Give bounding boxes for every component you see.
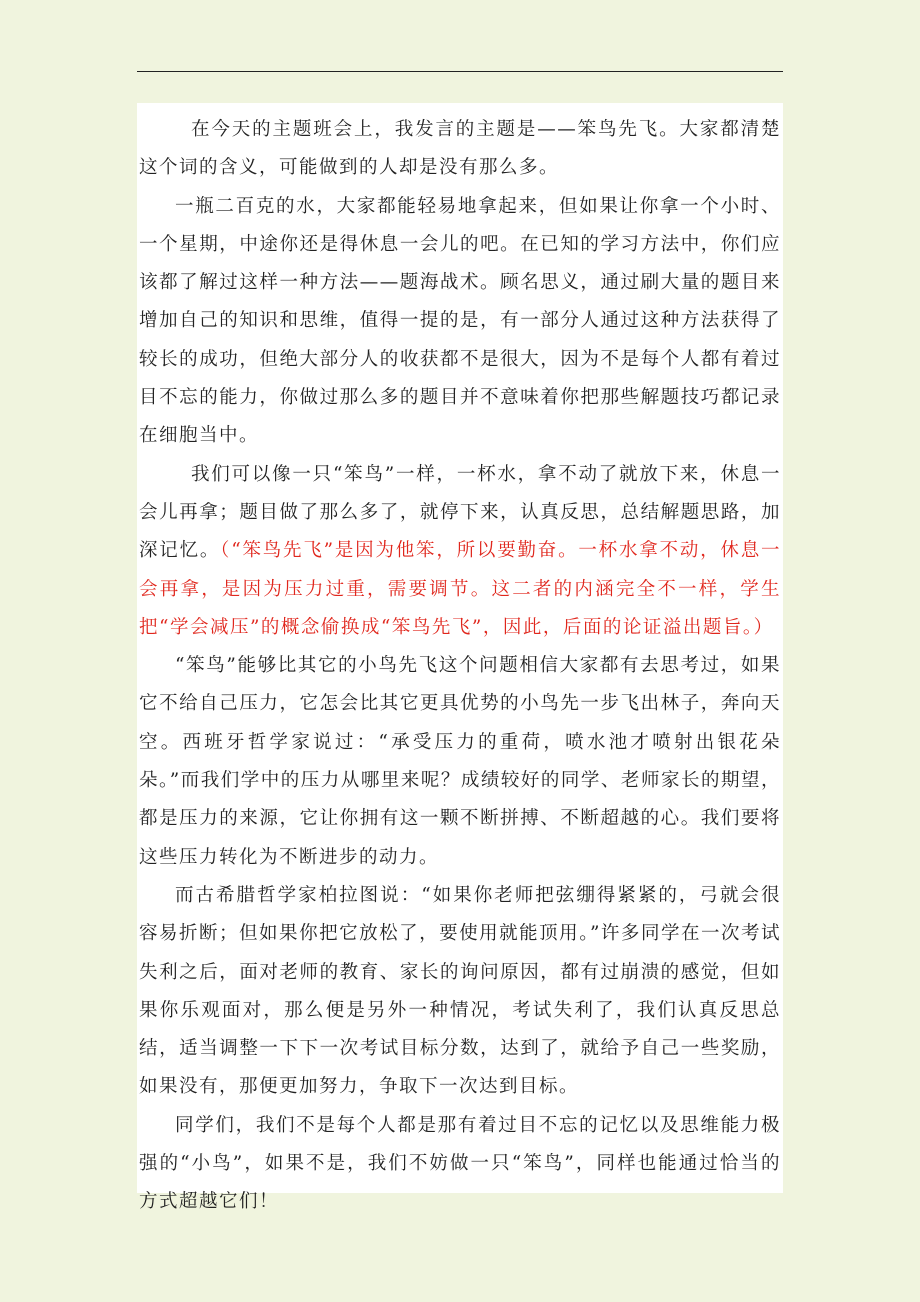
paragraph-intro: 在今天的主题班会上，我发言的主题是——笨鸟先飞。大家都清楚这个词的含义，可能做到的人却是没有那么多。	[139, 119, 781, 179]
paragraph-plato: 而古希腊哲学家柏拉图说：“如果你老师把弦绷得紧紧的，弓就会很容易折断；但如果你把它放松了，要使用就能顶用。”许多同学在一次考试失利之后，面对老师的教育、家长的询问原因，都有过崩溃的感觉，但如果你乐观面对，那么便是另外一种情况，考试失利了，我们认真反思总结，适当调整一下下一次考试目标分数，达到了，就给予自己一些奖励，如果没有，那便更加努力，争取下一次达到目标。	[139, 884, 781, 1098]
paragraph-water-bottle: 一瓶二百克的水，大家都能轻易地拿起来，但如果让你拿一个小时、一个星期，中途你还是得休息一会儿的吧。在已知的学习方法中，你们应该都了解过这样一种方法——题海战术。顾名思义，通过刷大量的题目来增加自己的知识和思维，值得一提的是，有一部分人通过这种方法获得了较长的成功，但绝大部分人的收获都不是很大，因为不是每个人都有着过目不忘的能力，你做过那么多的题目并不意味着你把那些解题技巧都记录在细胞当中。	[139, 195, 781, 447]
header-rule	[137, 71, 783, 72]
document-page	[137, 103, 783, 1213]
teacher-commentary: （“笨鸟先飞”是因为他笨，所以要勤奋。一杯水拿不动，休息一会再拿，是因为压力过重，需要调节。这二者的内涵完全不一样，学生把“学会减压”的概念偷换成“笨鸟先飞”，因此，后面的论证溢出题旨。）	[139, 540, 781, 638]
paragraph-body: 我们可以像一只“笨鸟”一样，一杯水，拿不动了就放下来，休息一会儿再拿；题目做了那么多了，就停下来，认真反思，总结解题思路，加深记忆。	[139, 463, 781, 562]
paragraph-pressure: “笨鸟”能够比其它的小鸟先飞这个问题相信大家都有去思考过，如果它不给自己压力，它怎会比其它更具优势的小鸟先一步飞出林子，奔向天空。西班牙哲学家说过：“承受压力的重荷，喷水池才喷射出银花朵朵。”而我们学中的压力从哪里来呢？成绩较好的同学、老师家长的期望，都是压力的来源，它让你拥有这一颗不断拼搏、不断超越的心。我们要将这些压力转化为不断进步的动力。	[139, 655, 781, 868]
paragraph-conclusion: 同学们，我们不是每个人都是那有着过目不忘的记忆以及思维能力极强的“小鸟”，如果不是，我们不妨做一只“笨鸟”，同样也能通过恰当的方式超越它们！	[139, 1114, 781, 1213]
paragraph-clumsy-bird	[139, 456, 781, 647]
